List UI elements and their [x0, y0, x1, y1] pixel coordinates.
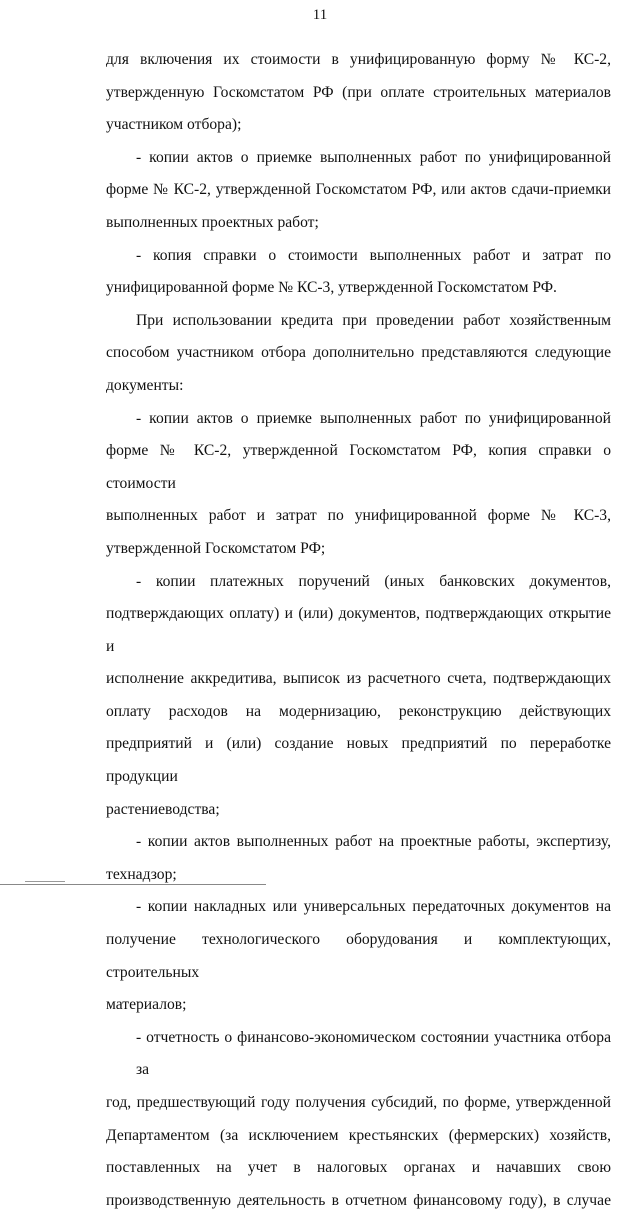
text-line: - копии актов выполненных работ на проектные работы, экспертизу, [136, 833, 611, 851]
text-line: - копии актов о приемке выполненных работ по унифицированной [136, 409, 611, 427]
page-number: 11 [312, 7, 328, 23]
text-line: - копия справки о стоимости выполненных работ и затрат по [136, 246, 611, 264]
text-line: - копии накладных или универсальных передаточных документов на [136, 898, 611, 916]
text-line: При использовании кредита при проведении работ хозяйственным [136, 311, 611, 329]
text-line: унифицированной форме № КС-3, утвержденной Госкомстатом РФ. [106, 279, 557, 297]
footer-rule [0, 884, 266, 885]
text-line: утвержденную Госкомстатом РФ (при оплате строительных материалов [106, 83, 611, 101]
text-line: - копии платежных поручений (иных банковских документов, [136, 572, 611, 590]
text-line: исполнение аккредитива, выписок из расчетного счета, подтверждающих [106, 670, 611, 688]
text-line: выполненных проектных работ; [106, 213, 319, 231]
paragraph [106, 44, 611, 142]
paragraph [106, 240, 611, 305]
text-line: получение технологического оборудования и комплектующих, строительных [106, 931, 611, 981]
text-line: документы: [106, 376, 184, 394]
paragraph [106, 305, 611, 403]
text-line: оплату расходов на модернизацию, реконструкцию действующих [106, 702, 611, 720]
text-line: способом участником отбора дополнительно представляются следующие [106, 344, 611, 362]
text-line: - отчетность о финансово-экономическом состоянии участника отбора за [136, 1028, 611, 1079]
text-line: поставленных на учет в налоговых органах и начавших свою [106, 1159, 611, 1177]
paragraph [106, 566, 611, 827]
paragraph [106, 403, 611, 566]
text-line: для включения их стоимости в унифицированную форму № КС-2, [106, 51, 611, 68]
text-line: утвержденной Госкомстатом РФ; [106, 539, 326, 557]
text-line: форме № КС-2, утвержденной Госкомстатом РФ, копия справки о стоимости [106, 442, 611, 492]
text-line: технадзор; [106, 865, 177, 883]
text-line: форме № КС-2, утвержденной Госкомстатом РФ, или актов сдачи-приемки [106, 181, 611, 199]
text-line: Департаментом (за исключением крестьянских (фермерских) хозяйств, [106, 1126, 611, 1144]
text-line: растениеводства; [106, 800, 220, 818]
text-line: участником отбора); [106, 116, 242, 134]
footer-rule-mark [25, 881, 65, 882]
text-line: выполненных работ и затрат по унифицированной форме № КС-3, [106, 507, 611, 525]
text-line: подтверждающих оплату) и (или) документов, подтверждающих открытие и [106, 605, 611, 655]
paragraph [106, 891, 611, 1021]
text-line: производственную деятельность в отчетном финансовому году), в случае [106, 1191, 611, 1209]
paragraph [106, 1022, 611, 1217]
text-line: предприятий и (или) создание новых предприятий по переработке продукции [106, 735, 611, 786]
text-line: материалов; [106, 996, 187, 1014]
document-body [106, 44, 611, 1217]
text-line: год, предшествующий году получения субсидий, по форме, утвержденной [106, 1094, 611, 1111]
paragraph [106, 826, 611, 891]
text-line: - копии актов о приемке выполненных работ по унифицированной [136, 148, 611, 166]
paragraph [106, 142, 611, 240]
